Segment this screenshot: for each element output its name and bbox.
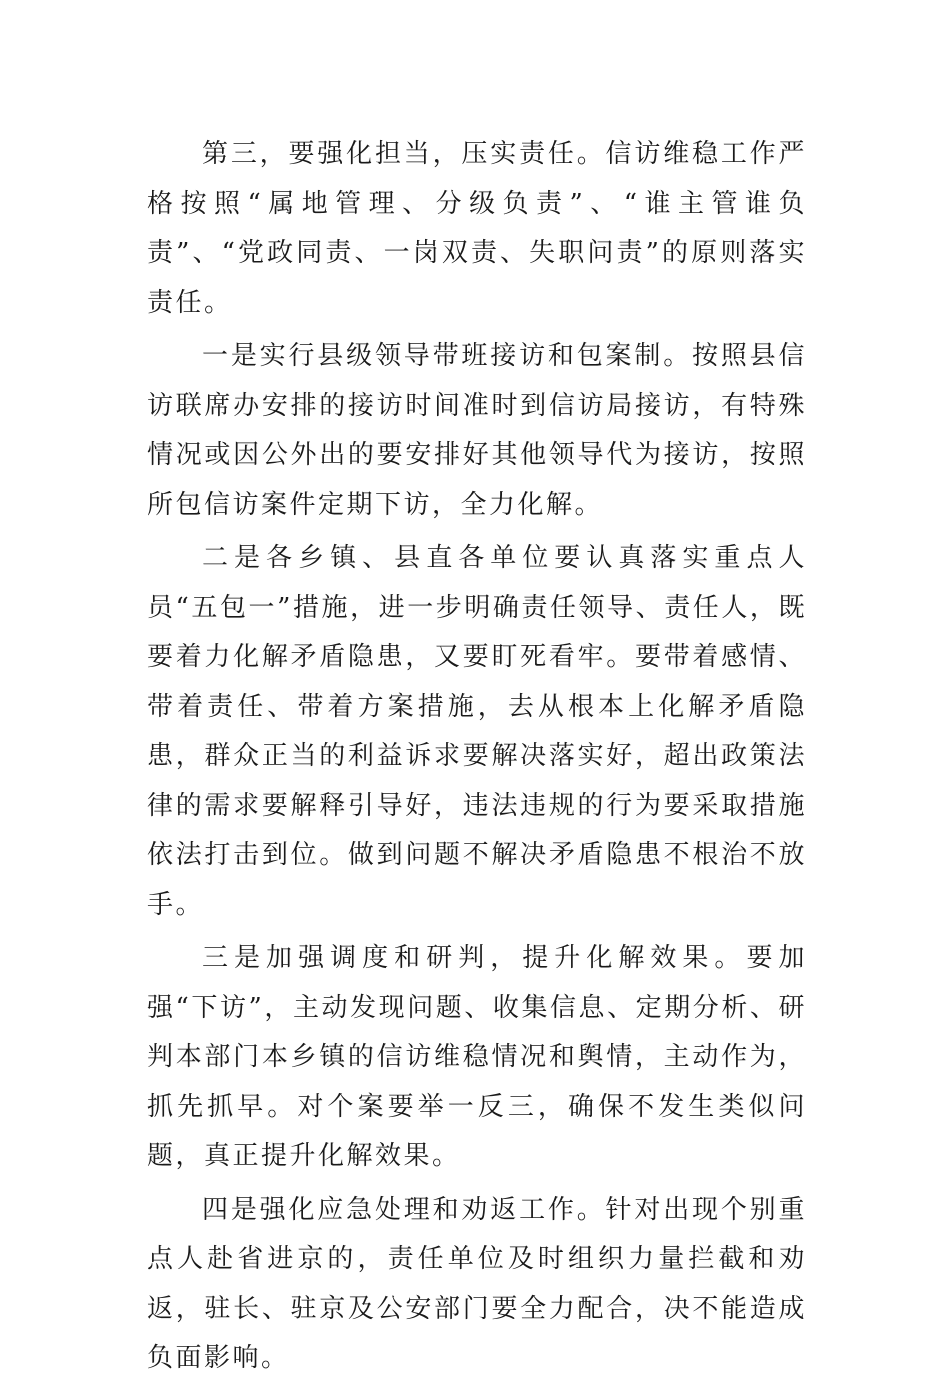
paragraph-county-leaders-reception: 一是实行县级领导带班接访和包案制。按照县信访联席办安排的接访时间准时到信访局接访，有特殊情况或因公外出的要安排好其他领导代为接访，按照所包信访案件定期下访，全力化解。 — [147, 341, 807, 520]
document-body — [147, 130, 807, 1388]
paragraph-five-to-one-measures: 二是各乡镇、县直各单位要认真落实重点人员“五包一”措施，进一步明确责任领导、责任人，既要着力化解矛盾隐患，又要盯死看牢。要带着感情、带着责任、带着方案措施，去从根本上化解矛盾隐患，群众正当的利益诉求要解决落实好，超出政策法律的需求要解释引导好，违法违规的行为要采取措施依法打击到位。做到问题不解决矛盾隐患不根治不放手。 — [147, 543, 807, 920]
paragraph-dispatch-and-analysis: 三是加强调度和研判，提升化解效果。要加强“下访”，主动发现问题、收集信息、定期分析、研判本部门本乡镇的信访维稳情况和舆情，主动作为，抓先抓早。对个案要举一反三，确保不发生类似问题，真正提升化解效果。 — [147, 943, 807, 1171]
paragraph-responsibility-intro: 第三，要强化担当，压实责任。信访维稳工作严格按照“属地管理、分级负责”、“谁主管谁负责”、“党政同责、一岗双责、失职问责”的原则落实责任。 — [147, 139, 807, 318]
paragraph-emergency-handling: 四是强化应急处理和劝返工作。针对出现个别重点人赴省进京的，责任单位及时组织力量拦截和劝返，驻长、驻京及公安部门要全力配合，决不能造成负面影响。 — [147, 1194, 807, 1373]
